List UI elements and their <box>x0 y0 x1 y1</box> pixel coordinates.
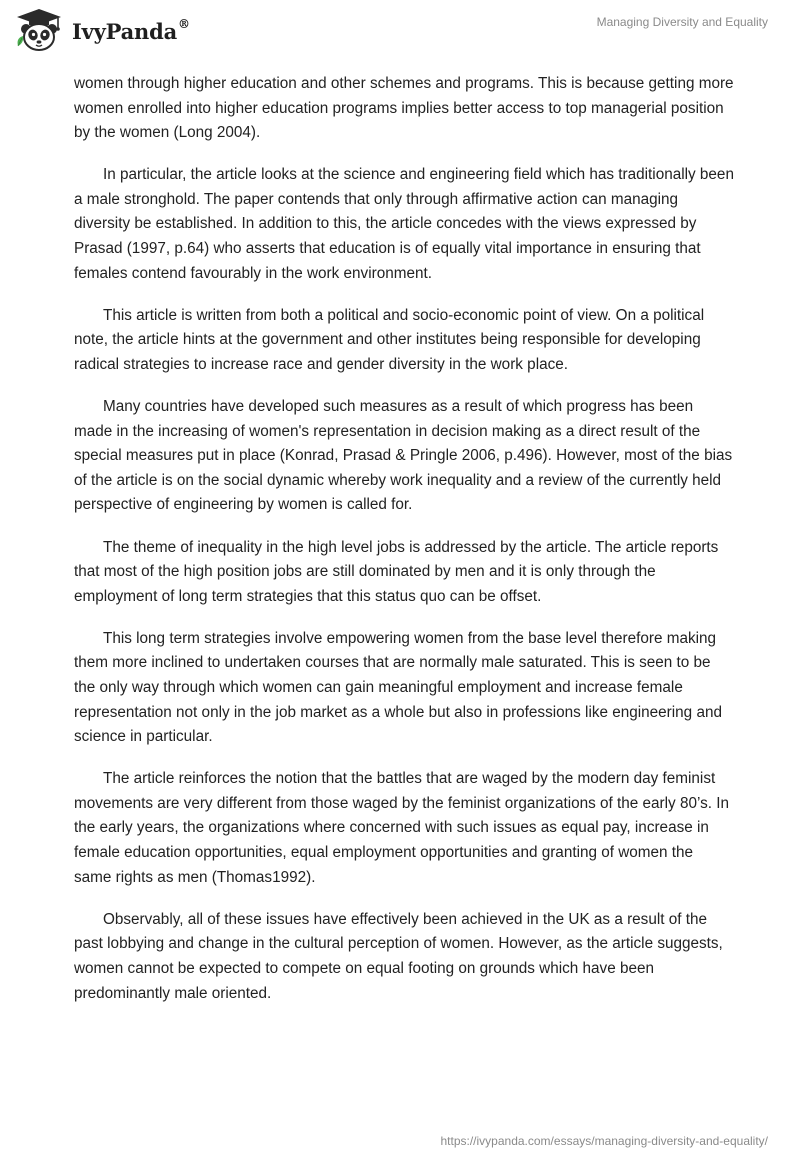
paragraph-6: This long term strategies involve empowering women from the base level therefore making them more inclined to undertaken courses that are normally male saturated. This is seen to be the only way through which women can gain meaningful employment and increase female representation not only in the job market as a whole but also in professions like engineering and science in particular. <box>74 629 722 746</box>
paragraph-8: Observably, all of these issues have effectively been achieved in the UK as a result of the past lobbying and change in the cultural perception of women. However, as the article suggests, women cannot be expected to compete on equal footing on grounds which have been predominantly male oriented. <box>74 910 723 1002</box>
paragraph-5: The theme of inequality in the high level jobs is addressed by the article. The article reports that most of the high position jobs are still dominated by men and it is only through the employment of long term strategies that this status quo can be offset. <box>74 538 719 605</box>
source-url[interactable]: https://ivypanda.com/essays/managing-diversity-and-equality/ <box>440 1134 768 1148</box>
paragraph-1: women through higher education and other schemes and programs. This is because getting more women enrolled into higher education programs implies better access to top managerial position by the women (Long 2004). <box>74 75 734 142</box>
panda-graduate-icon <box>14 8 64 52</box>
document-title: Managing Diversity and Equality <box>596 15 768 29</box>
paragraph-2: In particular, the article looks at the science and engineering field which has traditionally been a male stronghold. The paper contends that only through affirmative action can managing diversity be established. In addition to this, the article concedes with the views expressed by Prasad (1997, p.64) who asserts that education is of equally vital importance in ensuring that females contend favourably in the work environment. <box>74 166 734 282</box>
logo-wordmark: IvyPanda® <box>72 16 190 44</box>
page-header <box>0 0 800 64</box>
registered-mark: ® <box>178 16 190 31</box>
paragraph-3: This article is written from both a political and socio-economic point of view. On a political note, the article hints at the government and other institutes being responsible for developing radical strategies to increase race and gender diversity in the work place. <box>74 306 705 373</box>
paragraph-4: Many countries have developed such measures as a result of which progress has been made in the increasing of women's representation in decision making as a direct result of the special measures put in place (Konrad, Prasad & Pringle 2006, p.496). However, most of the bias of the article is on the social dynamic whereby work inequality and a review of the currently held perspective of engineering by women is called for. <box>74 398 733 514</box>
ivypanda-logo[interactable] <box>14 8 190 52</box>
essay-body <box>74 72 734 1024</box>
paragraph-7: The article reinforces the notion that the battles that are waged by the modern day feminist movements are very different from those waged by the feminist organizations of the early 80’s. In the early years, the organizations where concerned with such issues as equal pay, increase in female education opportunities, equal employment opportunities and granting of women the same rights as men (Thomas1992). <box>74 770 729 886</box>
